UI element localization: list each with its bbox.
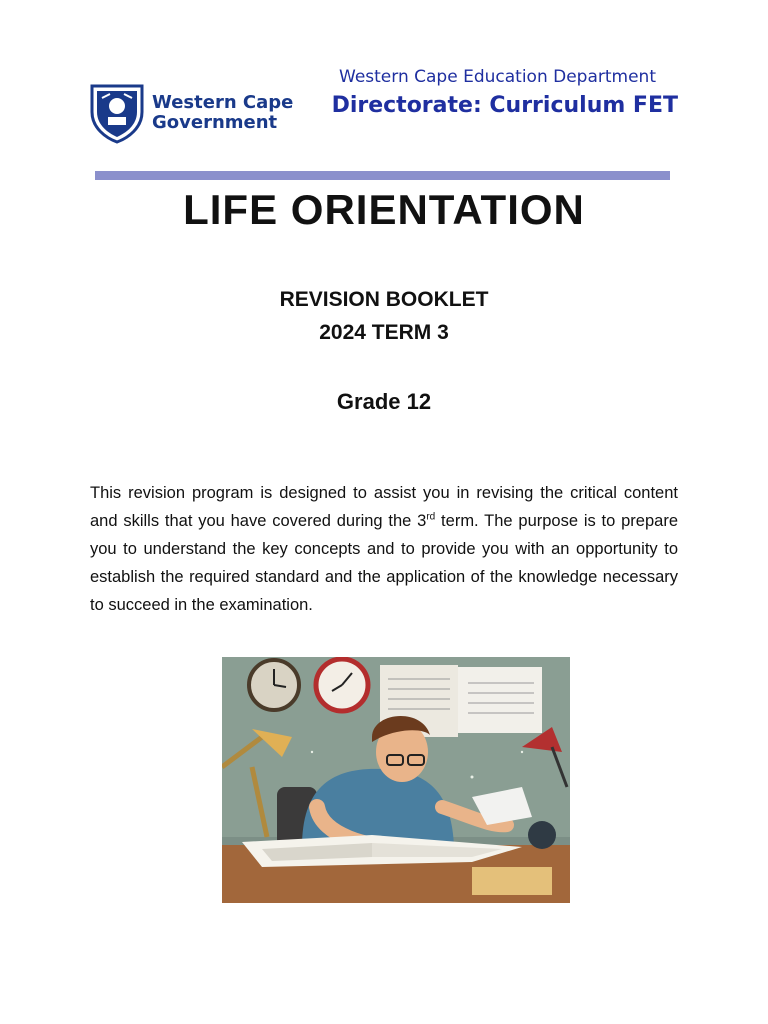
grade-label: Grade 12 [336,389,432,414]
department-name: Western Cape Education Department [339,67,656,87]
directorate-name: Directorate: Curriculum FET [331,93,678,118]
coat-of-arms-icon [88,82,146,144]
subtitle-line-2: 2024 TERM 3 [319,321,449,344]
government-logo [88,82,293,144]
header-divider [95,171,670,180]
subtitle-line-1: REVISION BOOKLET [279,288,489,311]
intro-text-2: term. The purpose is to prepare you to understand the key concepts and to provide you with an opportunity to establish the required standard and the application of the knowledge necessary to succeed in the examination. [90,511,678,614]
page-title: LIFE ORIENTATION [183,186,585,233]
logo-line-2: Government [152,112,278,133]
ordinal-suffix: rd [426,511,436,522]
logo-line-1: Western Cape [152,92,294,113]
student-studying-illustration [222,657,570,903]
intro-paragraph [90,479,678,619]
intro-text-1: This revision program is designed to assist you in revising the critical content and skills that you have covered during the 3 [90,483,678,530]
